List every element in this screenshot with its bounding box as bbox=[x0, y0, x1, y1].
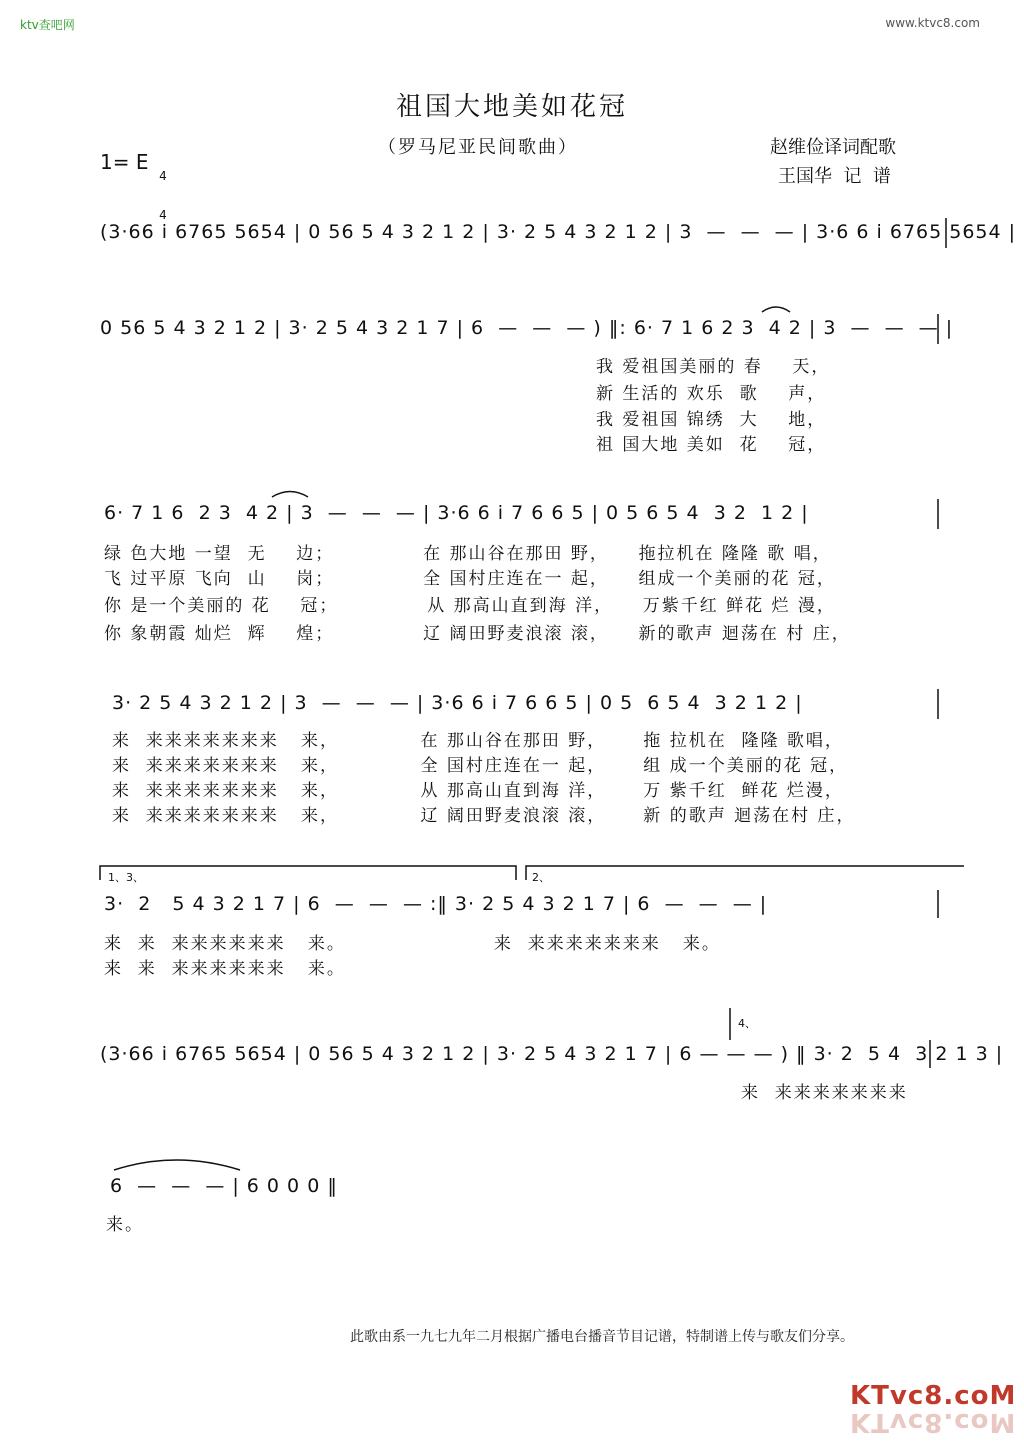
lyric-line-4-2: 来 来来来来来来来 来， 全 国村庄连在一 起， 组 成一个美丽的花 冠， bbox=[112, 756, 849, 776]
lyric-line-5-2: 来 来 来来来来来来 来。 bbox=[104, 959, 346, 979]
site-logo: KTvc8.coM bbox=[850, 1381, 1017, 1411]
credit-translator: 赵维俭译词配歌 bbox=[770, 137, 896, 158]
lyric-line-4-1: 来 来来来来来来来 来， 在 那山谷在那田 野， 拖 拉机在 隆隆 歌唱， bbox=[112, 731, 844, 751]
volta-bracket-1 bbox=[100, 866, 516, 880]
slur bbox=[762, 307, 790, 312]
time-signature-bottom: 4 bbox=[159, 208, 167, 222]
lyric-line-3-1: 绿 色大地 一望 无 边； 在 那山谷在那田 野， 拖拉机在 隆隆 歌 唱， bbox=[104, 544, 832, 564]
score-line-1: (3·66 i 6765 5654 | 0 56 5 4 3 2 1 2 | 3· 2 5 4 3 2 1 2 | 3 — — — | 3·6 6 i 6765 5654 | bbox=[100, 221, 1017, 243]
slur bbox=[272, 492, 308, 498]
score-line-6: (3·66 i 6765 5654 | 0 56 5 4 3 2 1 2 | 3· 2 5 4 3 2 1 7 | 6 — — — ) ‖ 3· 2 5 4 3 2 1 3 | bbox=[100, 1043, 1004, 1065]
volta-bracket-2 bbox=[526, 866, 964, 880]
lyric-line-6: 来 来来来来来来来 bbox=[741, 1083, 908, 1103]
lyric-line-2-3: 我 爱祖国 锦绣 大 地， bbox=[596, 410, 827, 430]
credit-notation: 王国华 记 谱 bbox=[778, 166, 891, 187]
score-line-2: 0 56 5 4 3 2 1 2 | 3· 2 5 4 3 2 1 7 | 6 — — — ) ‖: 6· 7 1 6 2 3 4 2 | 3 — — — | bbox=[100, 317, 954, 339]
time-signature-top: 4 bbox=[159, 169, 167, 183]
lyric-line-3-2: 飞 过平原 飞向 山 岗； 全 国村庄连在一 起， 组成一个美丽的花 冠， bbox=[104, 569, 836, 589]
volta-2-label: 2、 bbox=[532, 871, 550, 884]
site-watermark-left: ktv查吧网 bbox=[20, 18, 75, 32]
lyric-line-4-4: 来 来来来来来来来 来， 辽 阔田野麦浪滚 滚， 新 的歌声 迴荡在村 庄， bbox=[112, 806, 856, 826]
score-line-7: 6 — — — | 6 0 0 0 ‖ bbox=[110, 1175, 338, 1197]
site-logo-reflection: KTvc8.coM bbox=[850, 1407, 1017, 1437]
volta-1-3-label: 1、3、 bbox=[108, 871, 144, 884]
lyric-line-3-4: 你 象朝霞 灿烂 辉 煌； 辽 阔田野麦浪滚 滚， 新的歌声 迴荡在 村 庄， bbox=[104, 624, 851, 644]
footer-note: 此歌由系一九七九年二月根据广播电台播音节目记谱，特制谱上传与歌友们分享。 bbox=[350, 1329, 854, 1345]
slur bbox=[114, 1160, 240, 1170]
lyric-line-3-3: 你 是一个美丽的 花 冠； 从 那高山直到海 洋， 万紫千红 鲜花 烂 漫， bbox=[104, 596, 836, 616]
lyric-line-2-1: 我 爱祖国美丽的 春 天， bbox=[596, 357, 831, 377]
lyric-line-4-3: 来 来来来来来来来 来， 从 那高山直到海 洋， 万 紫千红 鲜花 烂漫， bbox=[112, 781, 844, 801]
key-signature: 1= E bbox=[100, 150, 149, 174]
song-title: 祖国大地美如花冠 bbox=[395, 92, 628, 122]
score-line-5: 3· 2 5 4 3 2 1 7 | 6 — — — :‖ 3· 2 5 4 3 2 1 7 | 6 — — — | bbox=[104, 893, 768, 915]
volta-4-label: 4、 bbox=[738, 1017, 756, 1030]
site-watermark-right: www.ktvc8.com bbox=[885, 16, 980, 30]
lyric-line-2-4: 祖 国大地 美如 花 冠， bbox=[596, 435, 827, 455]
lyric-line-7: 来。 bbox=[106, 1215, 144, 1235]
song-subtitle: （罗马尼亚民间歌曲） bbox=[378, 137, 578, 158]
score-line-3: 6· 7 1 6 2 3 4 2 | 3 — — — | 3·6 6 i 7 6 6 5 | 0 5 6 5 4 3 2 1 2 | bbox=[104, 502, 809, 524]
lyric-line-2-2: 新 生活的 欢乐 歌 声， bbox=[596, 384, 827, 404]
score-line-4: 3· 2 5 4 3 2 1 2 | 3 — — — | 3·6 6 i 7 6 6 5 | 0 5 6 5 4 3 2 1 2 | bbox=[112, 692, 803, 714]
lyric-line-5-1: 来 来 来来来来来来 来。 来 来来来来来来来 来。 bbox=[104, 934, 721, 954]
